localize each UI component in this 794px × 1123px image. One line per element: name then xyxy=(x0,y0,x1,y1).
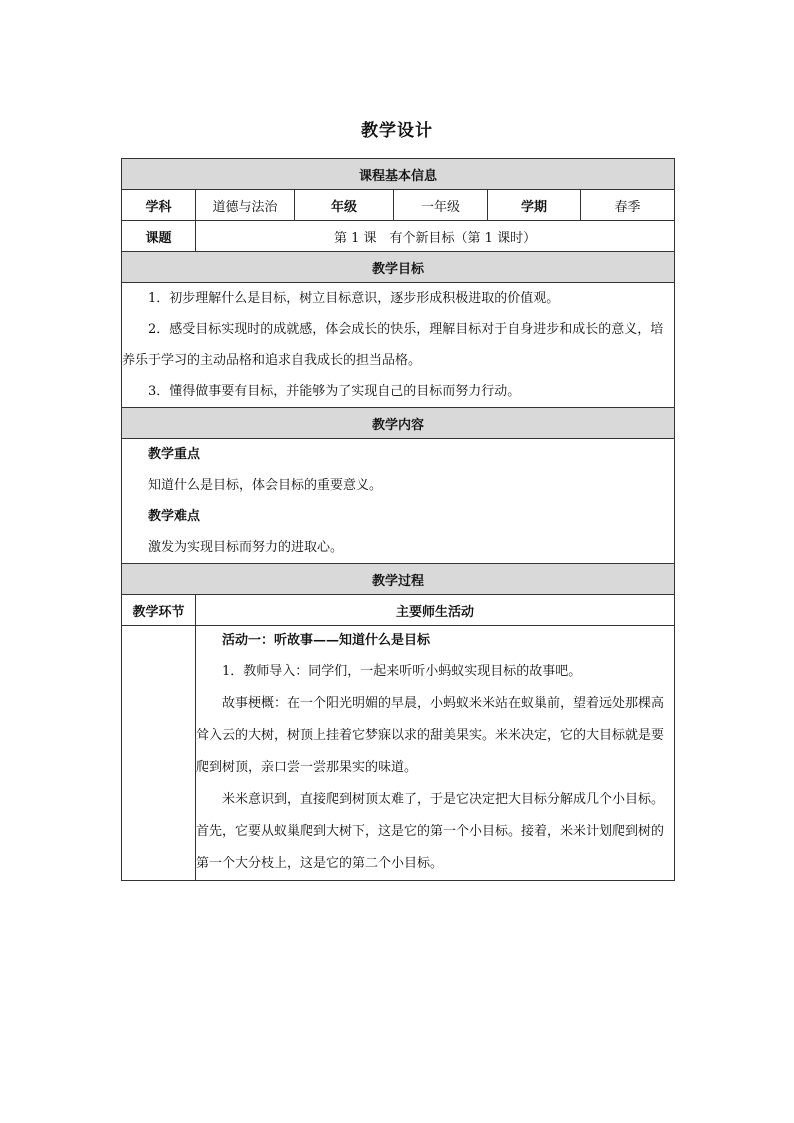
topic-label: 课题 xyxy=(122,221,196,252)
key-point-label: 教学重点 xyxy=(148,447,201,462)
activity-cell xyxy=(196,626,675,881)
activity-title: 活动一：听故事——知道什么是目标 xyxy=(222,633,431,648)
topic-value: 第 1 课 有个新目标（第 1 课时） xyxy=(196,221,675,252)
objectives-header: 教学目标 xyxy=(122,252,675,283)
process-header: 教学过程 xyxy=(122,564,675,595)
activity-paragraph: 米米意识到，直接爬到树顶太难了，于是它决定把大目标分解成几个小目标。首先，它要从蚁巢爬到大树下，这是它的第一个小目标。接着，米米计划爬到树的第一个大分枝上，这是它的第二个小目标。 xyxy=(196,792,665,871)
subject-label: 学科 xyxy=(122,190,196,221)
lesson-plan-table xyxy=(121,158,675,881)
activity-paragraph: 故事梗概：在一个阳光明媚的早晨，小蚂蚁米米站在蚁巢前，望着远处那棵高耸入云的大树，树顶上挂着它梦寐以求的甜美果实。米米决定，它的大目标就是要爬到树顶，亲口尝一尝那果实的味道。 xyxy=(196,696,665,775)
objective-item: 3．懂得做事要有目标，并能够为了实现自己的目标而努力行动。 xyxy=(148,384,521,399)
stage-column-header: 教学环节 xyxy=(122,595,196,626)
stage-cell xyxy=(122,626,196,881)
objective-item: 1．初步理解什么是目标，树立目标意识，逐步形成积极进取的价值观。 xyxy=(148,291,560,306)
difficulty-label: 教学难点 xyxy=(148,509,201,524)
activity-paragraph: 1．教师导入：同学们，一起来听听小蚂蚁实现目标的故事吧。 xyxy=(222,664,582,679)
page-title: 教学设计 xyxy=(361,121,433,141)
term-label: 学期 xyxy=(488,190,581,221)
basic-info-header: 课程基本信息 xyxy=(122,159,675,190)
grade-label: 年级 xyxy=(295,190,394,221)
content-header: 教学内容 xyxy=(122,408,675,439)
content-section xyxy=(122,439,675,564)
key-point-text: 知道什么是目标，体会目标的重要意义。 xyxy=(148,478,383,493)
term-value: 春季 xyxy=(581,190,675,221)
objectives-section xyxy=(122,283,675,408)
grade-value: 一年级 xyxy=(394,190,488,221)
subject-value: 道德与法治 xyxy=(196,190,295,221)
objective-item: 2．感受目标实现时的成就感，体会成长的快乐，理解目标对于自身进步和成长的意义，培养乐于学习的主动品格和追求自我成长的担当品格。 xyxy=(122,322,664,368)
difficulty-text: 激发为实现目标而努力的进取心。 xyxy=(148,540,344,555)
activity-column-header: 主要师生活动 xyxy=(196,595,675,626)
